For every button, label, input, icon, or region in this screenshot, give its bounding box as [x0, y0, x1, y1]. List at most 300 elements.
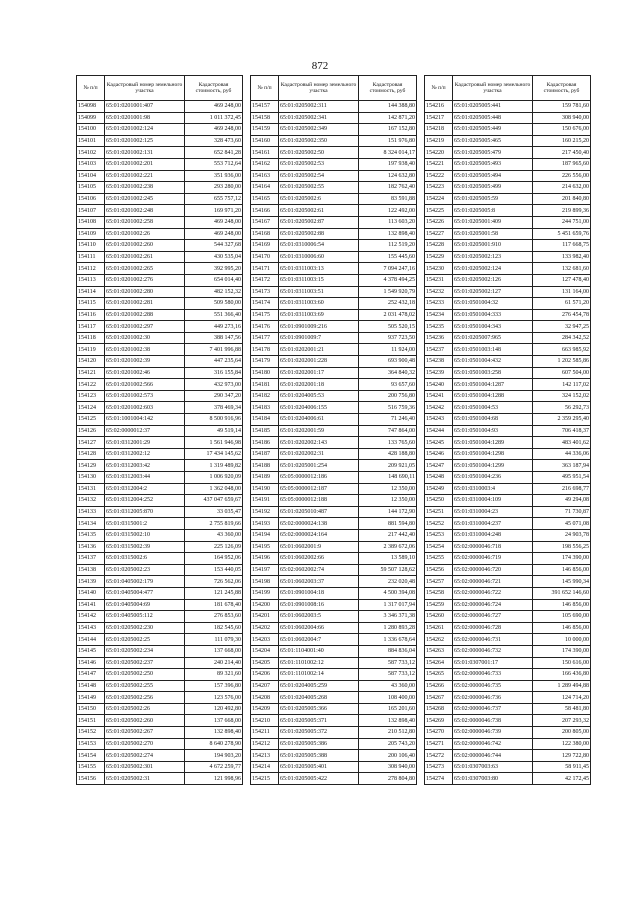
cadastral-cost: 165 201,60 [359, 703, 417, 715]
cadastral-cost: 142 871,20 [359, 112, 417, 124]
table-row [425, 147, 591, 159]
cadastral-cost: 2 755 819,66 [185, 518, 243, 530]
table-row [425, 599, 591, 611]
cadastral-cost: 937 723,50 [359, 332, 417, 344]
table-row [251, 506, 417, 518]
cadastral-cost: 240 214,40 [185, 657, 243, 669]
row-number: 154212 [251, 738, 279, 750]
row-number: 154253 [425, 529, 453, 541]
cadastral-cost: 122 380,00 [533, 738, 591, 750]
row-number: 154134 [77, 518, 105, 530]
cadastral-number: 65:01:0312004:252 [105, 495, 185, 507]
table-row [251, 402, 417, 414]
table-row [425, 344, 591, 356]
cadastral-cost: 194 903,20 [185, 750, 243, 762]
row-number: 154135 [77, 529, 105, 541]
cadastral-table-1 [76, 75, 243, 785]
cadastral-cost: 166 436,80 [533, 669, 591, 681]
table-row [425, 216, 591, 228]
row-number: 154142 [77, 611, 105, 623]
table-row [425, 379, 591, 391]
cadastral-cost: 469 248,00 [185, 228, 243, 240]
cadastral-number: 65:01:0205002:53 [279, 158, 359, 170]
cadastral-number: 65:01:0205002:301 [105, 761, 185, 773]
table-row [77, 101, 243, 113]
cadastral-number: 65:01:0310004:248 [453, 529, 533, 541]
table-row [77, 657, 243, 669]
table-row [251, 205, 417, 217]
table-row [425, 437, 591, 449]
table-row [251, 379, 417, 391]
cadastral-number: 65:01:0205005:386 [279, 738, 359, 750]
row-number: 154104 [77, 170, 105, 182]
cadastral-cost: 1 549 920,79 [359, 286, 417, 298]
table-row [77, 402, 243, 414]
table-header [251, 76, 417, 101]
cadastral-number: 65:01:0201002:38 [105, 344, 185, 356]
row-number: 154217 [425, 112, 453, 124]
cadastral-number: 65:01:0501004:1287 [453, 379, 533, 391]
cadastral-cost: 43 360,00 [185, 529, 243, 541]
cadastral-number: 65:01:0205002:55 [279, 182, 359, 194]
table-row [77, 170, 243, 182]
table-row [425, 576, 591, 588]
cadastral-number: 65:01:0205002:126 [453, 274, 533, 286]
cadastral-cost: 8 640 278,90 [185, 738, 243, 750]
table-row [77, 321, 243, 333]
cadastral-cost: 276 853,60 [185, 611, 243, 623]
row-number: 154149 [77, 692, 105, 704]
row-number: 154193 [251, 518, 279, 530]
row-number: 154225 [425, 205, 453, 217]
cadastral-number: 65:02:0000046:737 [453, 703, 533, 715]
cadastral-cost: 747 864,00 [359, 425, 417, 437]
row-number: 154208 [251, 692, 279, 704]
cadastral-cost: 5 451 659,76 [533, 228, 591, 240]
cadastral-cost: 32 947,25 [533, 321, 591, 333]
cadastral-cost: 308 940,00 [533, 112, 591, 124]
table-row [77, 135, 243, 147]
row-number: 154214 [251, 761, 279, 773]
table-row [425, 356, 591, 368]
row-number: 154185 [251, 425, 279, 437]
row-number: 154174 [251, 298, 279, 310]
cadastral-number: 65:01:0315002:10 [105, 529, 185, 541]
cadastral-cost: 146 856,00 [533, 564, 591, 576]
row-number: 154172 [251, 274, 279, 286]
cadastral-cost: 544 327,68 [185, 240, 243, 252]
row-number: 154114 [77, 286, 105, 298]
cadastral-cost: 1 362 048,00 [185, 483, 243, 495]
row-number: 154200 [251, 599, 279, 611]
table-row [425, 402, 591, 414]
cadastral-number: 65:01:0201002:260 [105, 240, 185, 252]
cadastral-cost: 157 396,80 [185, 680, 243, 692]
row-number: 154267 [425, 692, 453, 704]
row-number: 154256 [425, 564, 453, 576]
cadastral-cost: 207 293,32 [533, 715, 591, 727]
table-row [251, 216, 417, 228]
cadastral-number: 65:02:0000046:727 [453, 611, 533, 623]
cadastral-cost: 49 294,08 [533, 495, 591, 507]
row-number: 154164 [251, 182, 279, 194]
cadastral-cost: 61 571,20 [533, 298, 591, 310]
cadastral-cost: 108 400,00 [359, 692, 417, 704]
table-row [77, 448, 243, 460]
cadastral-number: 65:01:0201002:276 [105, 274, 185, 286]
cadastral-cost: 93 657,60 [359, 379, 417, 391]
cadastral-cost: 167 152,80 [359, 124, 417, 136]
cadastral-cost: 117 668,75 [533, 240, 591, 252]
cadastral-cost: 7 401 996,88 [185, 344, 243, 356]
cadastral-number: 65:01:0205002:26 [105, 703, 185, 715]
cadastral-number: 65:01:0202001:17 [279, 367, 359, 379]
cadastral-cost: 7 094 247,16 [359, 263, 417, 275]
row-number: 154168 [251, 228, 279, 240]
cadastral-number: 65:01:0201002:573 [105, 390, 185, 402]
table-row [425, 645, 591, 657]
cadastral-number: 65:01:0310004:109 [453, 495, 533, 507]
row-number: 154202 [251, 622, 279, 634]
table-row [77, 703, 243, 715]
cadastral-cost: 150 676,00 [533, 124, 591, 136]
cadastral-number: 65:01:0201002:245 [105, 193, 185, 205]
cadastral-number: 65:01:0205005:499 [453, 182, 533, 194]
row-number: 154232 [425, 286, 453, 298]
cadastral-cost: 2 359 295,40 [533, 414, 591, 426]
table-row [77, 634, 243, 646]
cadastral-cost: 483 401,62 [533, 437, 591, 449]
cadastral-number: 65:01:0311003:69 [279, 309, 359, 321]
row-number: 154161 [251, 147, 279, 159]
cadastral-cost: 182 545,60 [185, 622, 243, 634]
row-number: 154147 [77, 669, 105, 681]
cadastral-cost: 121 245,88 [185, 587, 243, 599]
row-number: 154235 [425, 321, 453, 333]
header-cadastral-number: Кадастровый номер земельного участка [453, 76, 533, 101]
table-row [251, 669, 417, 681]
row-number: 154236 [425, 332, 453, 344]
row-number: 154145 [77, 645, 105, 657]
cadastral-cost: 4 672 259,77 [185, 761, 243, 773]
cadastral-number: 65:01:0312003:42 [105, 460, 185, 472]
cadastral-cost: 11 924,00 [359, 344, 417, 356]
cadastral-number: 65:02:0000046:719 [453, 553, 533, 565]
cadastral-cost: 1 289 494,88 [533, 680, 591, 692]
table-row [425, 703, 591, 715]
row-number: 154262 [425, 634, 453, 646]
cadastral-number: 65:01:0201002:39 [105, 356, 185, 368]
cadastral-number: 65:01:0310006:54 [279, 240, 359, 252]
table-row [251, 587, 417, 599]
row-number: 154141 [77, 599, 105, 611]
cadastral-cost: 148 690,11 [359, 472, 417, 484]
cadastral-number: 65:01:0201002:258 [105, 216, 185, 228]
cadastral-cost: 146 856,00 [533, 622, 591, 634]
row-number: 154157 [251, 101, 279, 113]
cadastral-number: 65:01:0501004:333 [453, 309, 533, 321]
row-number: 154219 [425, 135, 453, 147]
header-num: № п/п [251, 76, 279, 101]
row-number: 154188 [251, 460, 279, 472]
cadastral-cost: 111 079,30 [185, 634, 243, 646]
table-row [77, 761, 243, 773]
cadastral-cost: 58 481,80 [533, 703, 591, 715]
header-cost: Кадастровая стоимость, руб [359, 76, 417, 101]
table-row [251, 622, 417, 634]
cadastral-number: 65:02:0000046:731 [453, 634, 533, 646]
cadastral-cost: 8 500 916,96 [185, 414, 243, 426]
row-number: 154169 [251, 240, 279, 252]
table-row [251, 158, 417, 170]
row-number: 154197 [251, 564, 279, 576]
table-row [77, 356, 243, 368]
table-row [251, 240, 417, 252]
cadastral-number: 65:01:0205001:254 [279, 460, 359, 472]
table-row [77, 216, 243, 228]
cadastral-number: 65:01:0307001:17 [453, 657, 533, 669]
row-number: 154259 [425, 599, 453, 611]
cadastral-number: 65:01:0205002:87 [279, 216, 359, 228]
cadastral-cost: 144 388,80 [359, 101, 417, 113]
row-number: 154246 [425, 448, 453, 460]
cadastral-cost: 652 841,28 [185, 147, 243, 159]
cadastral-cost: 200 756,80 [359, 390, 417, 402]
cadastral-cost: 469 248,00 [185, 216, 243, 228]
cadastral-number: 65:01:0201002:265 [105, 263, 185, 275]
cadastral-cost: 8 324 014,17 [359, 147, 417, 159]
table-row [251, 692, 417, 704]
row-number: 154162 [251, 158, 279, 170]
table-row [77, 692, 243, 704]
cadastral-number: 65:01:0205005:8 [453, 205, 533, 217]
cadastral-number: 65:01:0205002:255 [105, 680, 185, 692]
cadastral-cost: 388 147,56 [185, 332, 243, 344]
table-row [77, 518, 243, 530]
cadastral-number: 65:01:0201002:280 [105, 286, 185, 298]
table-row [251, 390, 417, 402]
cadastral-number: 65:01:0901004:18 [279, 587, 359, 599]
row-number: 154248 [425, 472, 453, 484]
cadastral-number: 65:01:0405005:112 [105, 611, 185, 623]
table-row [251, 425, 417, 437]
header-num: № п/п [77, 76, 105, 101]
cadastral-number: 65:01:0501004:1289 [453, 437, 533, 449]
table-row [251, 182, 417, 194]
row-number: 154125 [77, 414, 105, 426]
row-number: 154159 [251, 124, 279, 136]
table-row [251, 356, 417, 368]
cadastral-cost: 1 280 893,28 [359, 622, 417, 634]
cadastral-number: 65:01:0501004:93 [453, 425, 533, 437]
row-number: 154257 [425, 576, 453, 588]
table-row [251, 564, 417, 576]
cadastral-cost: 3 346 371,38 [359, 611, 417, 623]
table-row [77, 390, 243, 402]
page-number: 872 [311, 60, 329, 72]
cadastral-cost: 164 952,06 [185, 553, 243, 565]
cadastral-cost: 587 733,12 [359, 669, 417, 681]
cadastral-number: 65:01:0205002:23 [105, 564, 185, 576]
cadastral-number: 65:01:0201002:261 [105, 251, 185, 263]
row-number: 154250 [425, 495, 453, 507]
row-number: 154258 [425, 587, 453, 599]
table-row [425, 495, 591, 507]
table-row [425, 390, 591, 402]
cadastral-number: 65:01:0205002:123 [453, 251, 533, 263]
table-row [77, 645, 243, 657]
cadastral-cost: 217 450,40 [533, 147, 591, 159]
cadastral-cost: 182 762,40 [359, 182, 417, 194]
cadastral-cost: 516 759,36 [359, 402, 417, 414]
table-row [251, 414, 417, 426]
cadastral-cost: 209 921,05 [359, 460, 417, 472]
table-row [425, 182, 591, 194]
table-row [77, 158, 243, 170]
cadastral-cost: 105 690,00 [533, 611, 591, 623]
cadastral-number: 65:01:0205005:448 [453, 112, 533, 124]
cadastral-cost: 200 106,40 [359, 750, 417, 762]
row-number: 154113 [77, 274, 105, 286]
cadastral-number: 65:01:0205005:401 [279, 761, 359, 773]
cadastral-number: 65:01:0602002:66 [279, 553, 359, 565]
table-row [251, 309, 417, 321]
cadastral-number: 65:01:0205002:341 [279, 112, 359, 124]
row-number: 154137 [77, 553, 105, 565]
cadastral-number: 65:01:0205002:256 [105, 692, 185, 704]
row-number: 154163 [251, 170, 279, 182]
cadastral-table-3 [424, 75, 591, 785]
table-row [77, 240, 243, 252]
cadastral-number: 65:01:0602003:5 [279, 611, 359, 623]
table-row [425, 611, 591, 623]
table-row [251, 750, 417, 762]
row-number: 154211 [251, 727, 279, 739]
cadastral-number: 65:01:0202001:228 [279, 356, 359, 368]
cadastral-number: 65:01:0205001:910 [453, 240, 533, 252]
table-row [77, 274, 243, 286]
table-row [77, 309, 243, 321]
cadastral-number: 65:01:0205002:6 [279, 193, 359, 205]
cadastral-cost: 244 751,00 [533, 216, 591, 228]
row-number: 154273 [425, 761, 453, 773]
cadastral-number: 65:01:0201002:201 [105, 158, 185, 170]
row-number: 154222 [425, 170, 453, 182]
table-header [425, 76, 591, 101]
table-row [251, 645, 417, 657]
table-row [251, 680, 417, 692]
row-number: 154166 [251, 205, 279, 217]
table-row [425, 193, 591, 205]
table-row [425, 657, 591, 669]
header-cost: Кадастровая стоимость, руб [185, 76, 243, 101]
cadastral-cost: 89 321,60 [185, 669, 243, 681]
table-row [77, 738, 243, 750]
cadastral-number: 65:01:0311003:60 [279, 298, 359, 310]
table-row [425, 298, 591, 310]
row-number: 154265 [425, 669, 453, 681]
table-row [425, 622, 591, 634]
cadastral-cost: 133 982,40 [533, 251, 591, 263]
cadastral-cost: 428 188,80 [359, 448, 417, 460]
cadastral-number: 65:01:0312005:870 [105, 506, 185, 518]
cadastral-number: 65:02:0000046:739 [453, 727, 533, 739]
row-number: 154271 [425, 738, 453, 750]
cadastral-number: 65:01:0201002:221 [105, 170, 185, 182]
cadastral-number: 65:01:0312001:29 [105, 437, 185, 449]
row-number: 154181 [251, 379, 279, 391]
row-number: 154210 [251, 715, 279, 727]
cadastral-cost: 45 071,08 [533, 518, 591, 530]
cadastral-number: 65:01:0405004:477 [105, 587, 185, 599]
row-number: 154196 [251, 553, 279, 565]
cadastral-number: 65:01:0205002:350 [279, 135, 359, 147]
table-row [251, 611, 417, 623]
cadastral-number: 65:01:0205002:25 [105, 634, 185, 646]
cadastral-cost: 214 632,00 [533, 182, 591, 194]
table-row [251, 135, 417, 147]
cadastral-cost: 437 047 659,67 [185, 495, 243, 507]
cadastral-number: 65:01:0501003:148 [453, 344, 533, 356]
table-row [251, 251, 417, 263]
table-row [425, 228, 591, 240]
cadastral-cost: 378 469,34 [185, 402, 243, 414]
header-num: № п/п [425, 76, 453, 101]
table-row [425, 240, 591, 252]
cadastral-cost: 142 117,02 [533, 379, 591, 391]
row-number: 154194 [251, 529, 279, 541]
cadastral-cost: 607 504,00 [533, 367, 591, 379]
row-number: 154105 [77, 182, 105, 194]
table-row [77, 680, 243, 692]
table-row [251, 483, 417, 495]
row-number: 154108 [77, 216, 105, 228]
cadastral-cost: 693 900,48 [359, 356, 417, 368]
cadastral-number: 65:02:0000046:728 [453, 622, 533, 634]
cadastral-number: 65:01:0204005:268 [279, 692, 359, 704]
table-row [251, 170, 417, 182]
cadastral-cost: 505 520,15 [359, 321, 417, 333]
table-row [425, 750, 591, 762]
row-number: 154120 [77, 356, 105, 368]
table-row [251, 529, 417, 541]
cadastral-cost: 1 561 946,98 [185, 437, 243, 449]
row-number: 154247 [425, 460, 453, 472]
cadastral-number: 65:01:0202001:59 [279, 425, 359, 437]
row-number: 154191 [251, 495, 279, 507]
cadastral-number: 65:01:0901008:16 [279, 599, 359, 611]
cadastral-cost: 587 733,12 [359, 657, 417, 669]
cadastral-cost: 290 347,20 [185, 390, 243, 402]
table-row [425, 101, 591, 113]
cadastral-cost: 1 317 017,94 [359, 599, 417, 611]
row-number: 154245 [425, 437, 453, 449]
cadastral-cost: 226 556,00 [533, 170, 591, 182]
cadastral-number: 65:01:0202001:18 [279, 379, 359, 391]
table-row [251, 298, 417, 310]
cadastral-cost: 432 973,00 [185, 379, 243, 391]
row-number: 154226 [425, 216, 453, 228]
row-number: 154230 [425, 263, 453, 275]
cadastral-number: 65:01:0205002:270 [105, 738, 185, 750]
table-row [77, 611, 243, 623]
cadastral-number: 65:01:0205001:58 [453, 228, 533, 240]
table-row [77, 472, 243, 484]
cadastral-number: 65:01:0310004:23 [453, 506, 533, 518]
cadastral-cost: 551 366,40 [185, 309, 243, 321]
table-row [425, 414, 591, 426]
table-row [425, 715, 591, 727]
